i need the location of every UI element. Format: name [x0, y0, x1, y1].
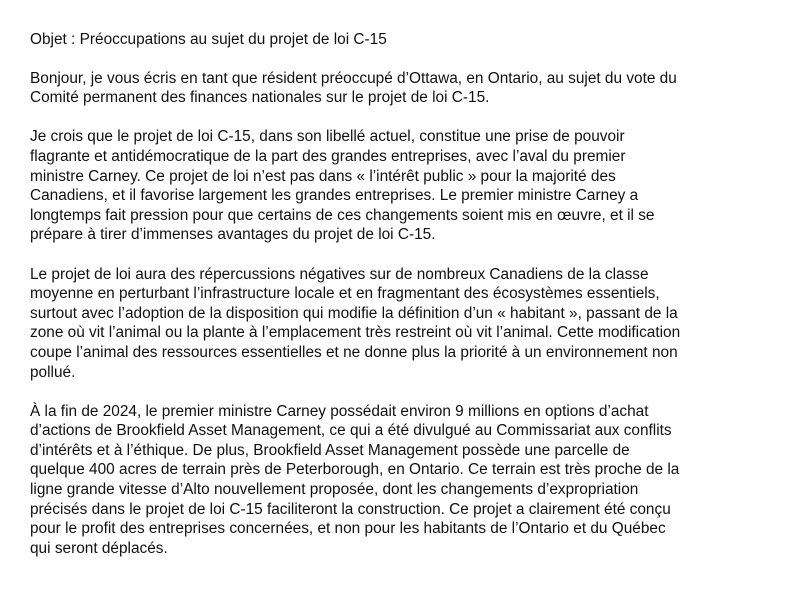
paragraph-line: prépare à tirer d’immenses avantages du projet de loi C-15.	[30, 226, 436, 244]
paragraph-line: Bonjour, je vous écris en tant que résident préoccupé d’Ottawa, en Ontario, au sujet du vote du	[30, 69, 677, 87]
paragraph-line: précisés dans le projet de loi C-15 faciliteront la construction. Ce projet a clairement été conçu	[30, 500, 671, 518]
paragraph-line: qui seront déplacés.	[30, 539, 168, 557]
paragraph-line: d’actions de Brookfield Asset Management, ce qui a été divulgué au Commissariat aux conflits	[30, 422, 672, 440]
paragraph-line: coupe l’animal des ressources essentielles et ne donne plus la priorité à un environnement non	[30, 343, 678, 361]
paragraph-line: pour le profit des entreprises concernées, et non pour les habitants de l’Ontario et du Québec	[30, 520, 666, 538]
paragraph-line: longtemps fait pression pour que certains de ces changements soient mis en œuvre, et il se	[30, 206, 655, 224]
paragraph-greeting	[30, 69, 780, 108]
paragraph-line: ministre Carney. Ce projet de loi n’est pas dans « l’intérêt public » pour la majorité des	[30, 167, 616, 185]
paragraph-line: moyenne en perturbant l’infrastructure locale et en fragmentant des écosystèmes essentiels,	[30, 285, 660, 303]
paragraph-opinion	[30, 127, 780, 245]
paragraph-line: quelque 400 acres de terrain près de Peterborough, en Ontario. Ce terrain est très proche de la	[30, 461, 680, 479]
paragraph-line: zone où vit l’animal ou la plante à l’emplacement très restreint où vit l’animal. Cette modification	[30, 324, 681, 342]
paragraph-impacts	[30, 265, 780, 383]
paragraph-line: Le projet de loi aura des répercussions négatives sur de nombreux Canadiens de la classe	[30, 265, 649, 283]
paragraph-line: Je crois que le projet de loi C-15, dans son libellé actuel, constitue une prise de pouvoir	[30, 128, 625, 146]
paragraph-line: flagrante et antidémocratique de la part des grandes entreprises, avec l’aval du premier	[30, 147, 626, 165]
paragraph-line: ligne grande vitesse d’Alto nouvellement proposée, dont les changements d’expropriation	[30, 481, 639, 499]
subject-line: Objet : Préoccupations au sujet du projet de loi C-15	[30, 31, 387, 48]
paragraph-line: Canadiens, et il favorise largement les grandes entreprises. Le premier ministre Carney a	[30, 187, 639, 205]
paragraph-line: Comité permanent des finances nationales sur le projet de loi C-15.	[30, 89, 490, 107]
paragraph-line: d’intérêts et à l’éthique. De plus, Brookfield Asset Management possède une parcelle de	[30, 441, 630, 459]
paragraph-line: surtout avec l’adoption de la disposition qui modifie la définition d’un « habitant », passant de la	[30, 304, 678, 322]
paragraph-line: À la fin de 2024, le premier ministre Carney possédait environ 9 millions en options d’achat	[30, 402, 649, 420]
paragraph-line: pollué.	[30, 363, 76, 381]
paragraph-conflict-of-interest	[30, 402, 780, 559]
